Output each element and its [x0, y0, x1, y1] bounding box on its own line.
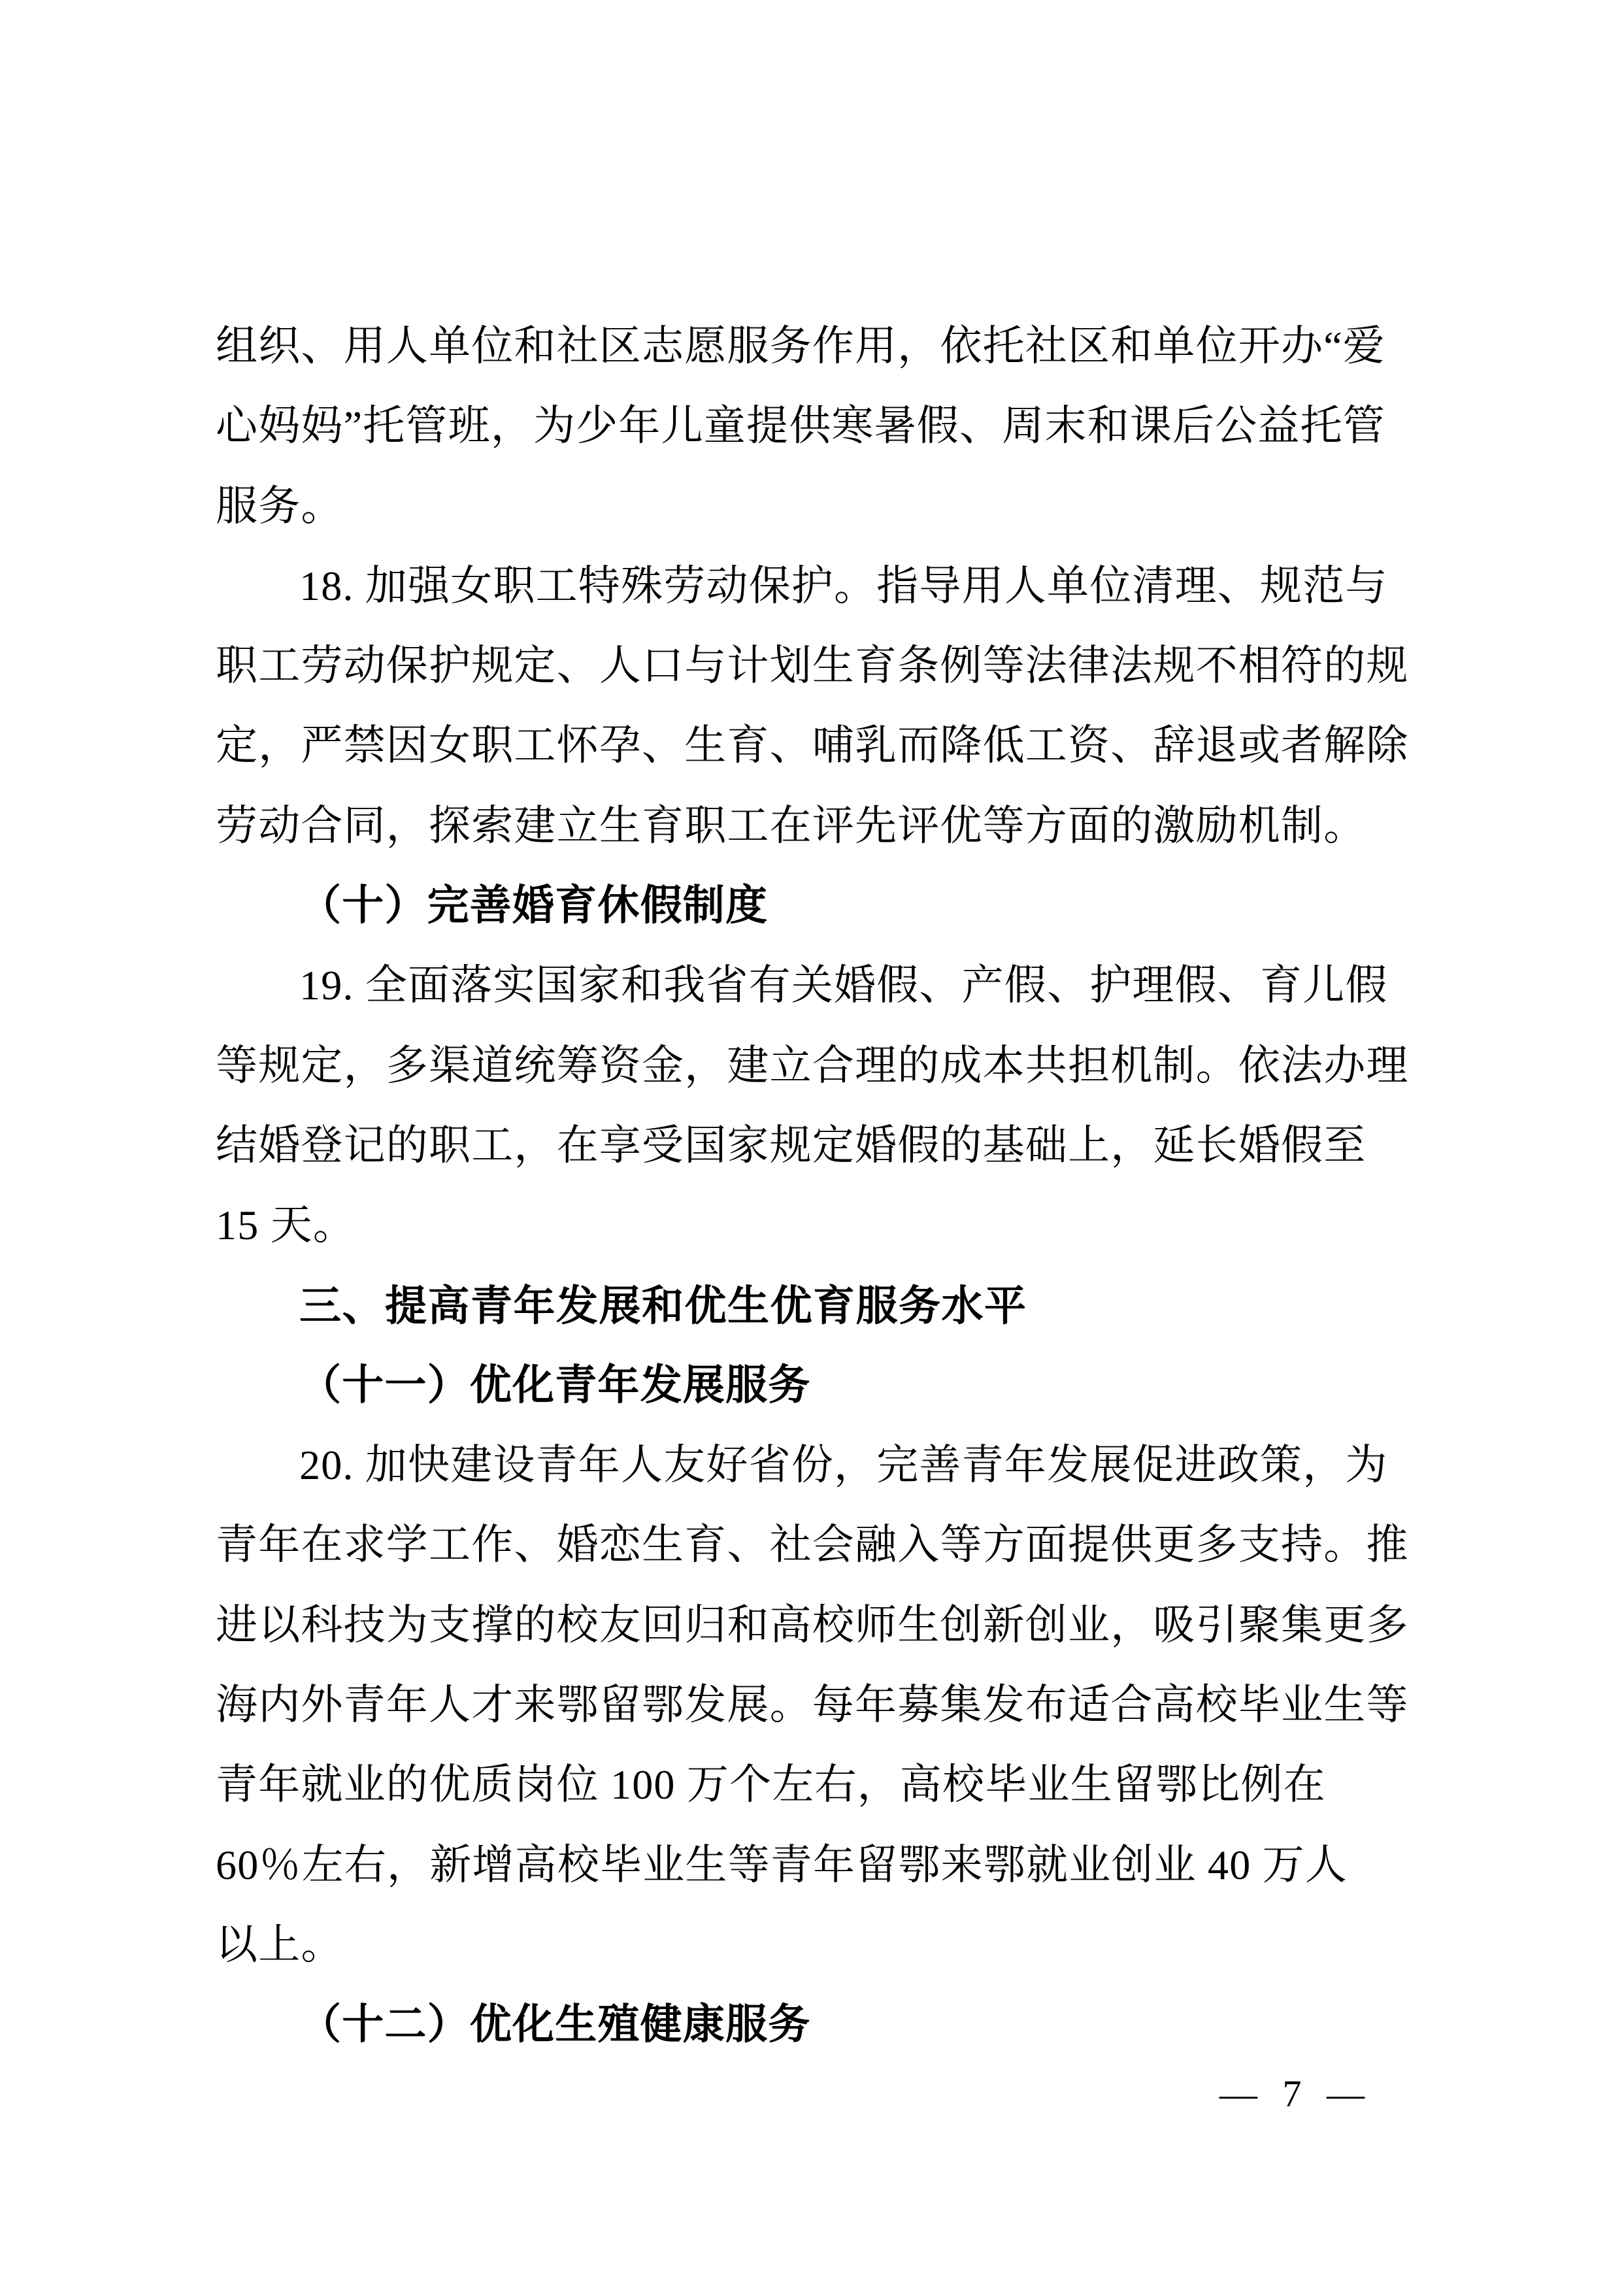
- paragraph-line: 等规定，多渠道统筹资金，建立合理的成本共担机制。依法办理: [216, 1042, 1409, 1089]
- paragraph-line: 心妈妈”托管班，为少年儿童提供寒暑假、周末和课后公益托管: [216, 403, 1386, 450]
- paragraph-line: 劳动合同，探索建立生育职工在评先评优等方面的激励机制。: [216, 802, 1367, 849]
- subsection-heading: （十二）优化生殖健康服务: [299, 2001, 811, 2048]
- document-body: [216, 307, 1410, 2065]
- numbered-item-line: 20. 加快建设青年人友好省份，完善青年发展促进政策，为: [299, 1442, 1388, 1489]
- numbered-item-line: 18. 加强女职工特殊劳动保护。指导用人单位清理、规范与: [299, 562, 1388, 609]
- paragraph-line: 海内外青年人才来鄂留鄂发展。每年募集发布适合高校毕业生等: [216, 1682, 1409, 1729]
- paragraph-line: 60％左右，新增高校毕业生等青年留鄂来鄂就业创业 40 万人: [216, 1841, 1348, 1888]
- subsection-heading: （十一）优化青年发展服务: [299, 1361, 811, 1408]
- paragraph-line: 服务。: [216, 482, 344, 529]
- paragraph-line: 青年就业的优质岗位 100 万个左右，高校毕业生留鄂比例在: [216, 1761, 1326, 1808]
- page-number: — 7 —: [1219, 2072, 1365, 2115]
- paragraph-line: 定，严禁因女职工怀孕、生育、哺乳而降低工资、辞退或者解除: [216, 722, 1409, 769]
- section-heading: 三、提高青年发展和优生优育服务水平: [299, 1282, 1027, 1329]
- numbered-item-line: 19. 全面落实国家和我省有关婚假、产假、护理假、育儿假: [299, 962, 1388, 1009]
- paragraph-line: 结婚登记的职工，在享受国家规定婚假的基础上，延长婚假至: [216, 1122, 1367, 1169]
- paragraph-line: 15 天。: [216, 1202, 356, 1249]
- paragraph-line: 青年在求学工作、婚恋生育、社会融入等方面提供更多支持。推: [216, 1522, 1409, 1569]
- paragraph-line: 以上。: [216, 1921, 344, 1968]
- subsection-heading: （十）完善婚育休假制度: [299, 882, 769, 929]
- paragraph-line: 进以科技为支撑的校友回归和高校师生创新创业，吸引聚集更多: [216, 1601, 1409, 1648]
- paragraph-line: 职工劳动保护规定、人口与计划生育条例等法律法规不相符的规: [216, 642, 1409, 690]
- paragraph-line: 组织、用人单位和社区志愿服务作用，依托社区和单位开办“爱: [216, 323, 1386, 369]
